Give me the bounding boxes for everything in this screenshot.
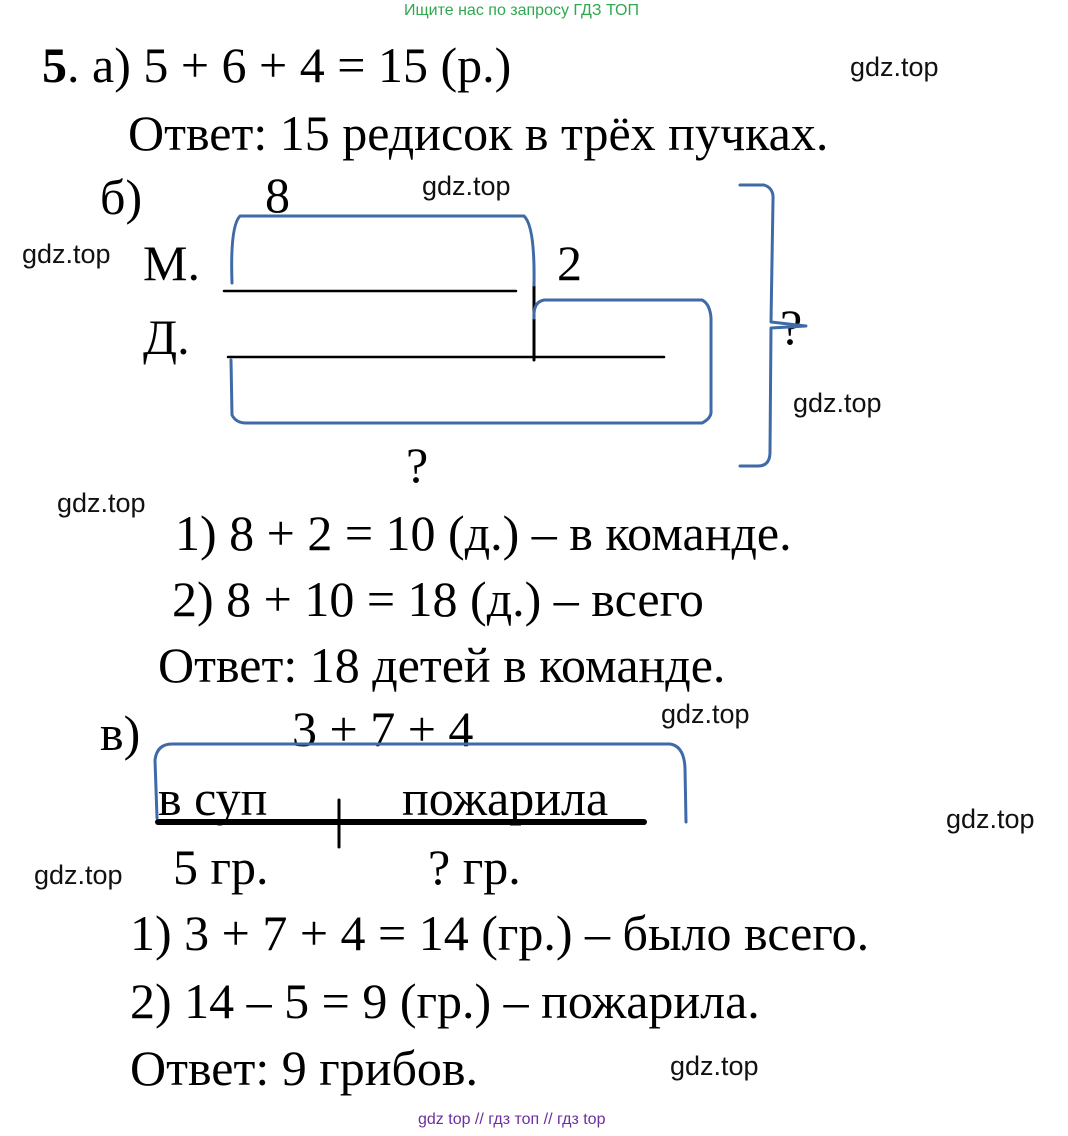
part-c-left-value: 5 гр.: [173, 839, 269, 895]
part-c-right-value: ? гр.: [428, 839, 521, 895]
bracket-boys: [232, 216, 534, 285]
part-a-answer: Ответ: 15 редисок в трёх пучках.: [128, 105, 829, 161]
part-a-equation: . а) 5 + 6 + 4 = 15 (р.): [67, 37, 512, 93]
watermark: gdz.top: [946, 804, 1035, 834]
watermark: gdz.top: [422, 171, 511, 201]
part-c-answer: Ответ: 9 грибов.: [130, 1040, 479, 1096]
part-c-step1: 1) 3 + 7 + 4 = 14 (гр.) – было всего.: [130, 905, 870, 961]
part-c-right-label: пожарила: [402, 770, 609, 826]
watermark: gdz.top: [661, 699, 750, 729]
part-b-row1-label: М.: [143, 235, 200, 291]
part-c-left-label: в суп: [158, 770, 268, 826]
part-c-top-expression: 3 + 7 + 4: [292, 701, 474, 757]
part-b-label: б): [100, 169, 143, 225]
part-b-top-value: 8: [265, 167, 290, 223]
watermark: gdz.top: [850, 52, 939, 82]
watermark: gdz.top: [34, 860, 123, 890]
part-b-step2: 2) 8 + 10 = 18 (д.) – всего: [172, 571, 704, 627]
bottom-banner: gdz top // гдз топ // гдз top: [418, 1111, 606, 1128]
top-banner: Ищите нас по запросу ГДЗ ТОП: [404, 2, 639, 19]
bracket-difference: [534, 300, 711, 318]
part-c-step2: 2) 14 – 5 = 9 (гр.) – пожарила.: [130, 973, 760, 1029]
bracket-girls: [231, 318, 711, 423]
part-b-step1: 1) 8 + 2 = 10 (д.) – в команде.: [175, 505, 792, 561]
part-b-total-question: ?: [780, 299, 803, 355]
part-c-label: в): [100, 705, 141, 761]
watermark: gdz.top: [57, 488, 146, 518]
watermark: gdz.top: [670, 1051, 759, 1081]
part-b-bottom-question: ?: [406, 437, 429, 493]
part-b-answer: Ответ: 18 детей в команде.: [158, 637, 726, 693]
brace-total: [740, 185, 806, 466]
watermark: gdz.top: [22, 239, 111, 269]
part-b-diff-value: 2: [557, 235, 582, 291]
part-b-row2-label: Д.: [143, 309, 190, 365]
bracket-mushrooms: [155, 744, 686, 826]
task-number: 5: [42, 37, 67, 93]
watermark: gdz.top: [793, 388, 882, 418]
